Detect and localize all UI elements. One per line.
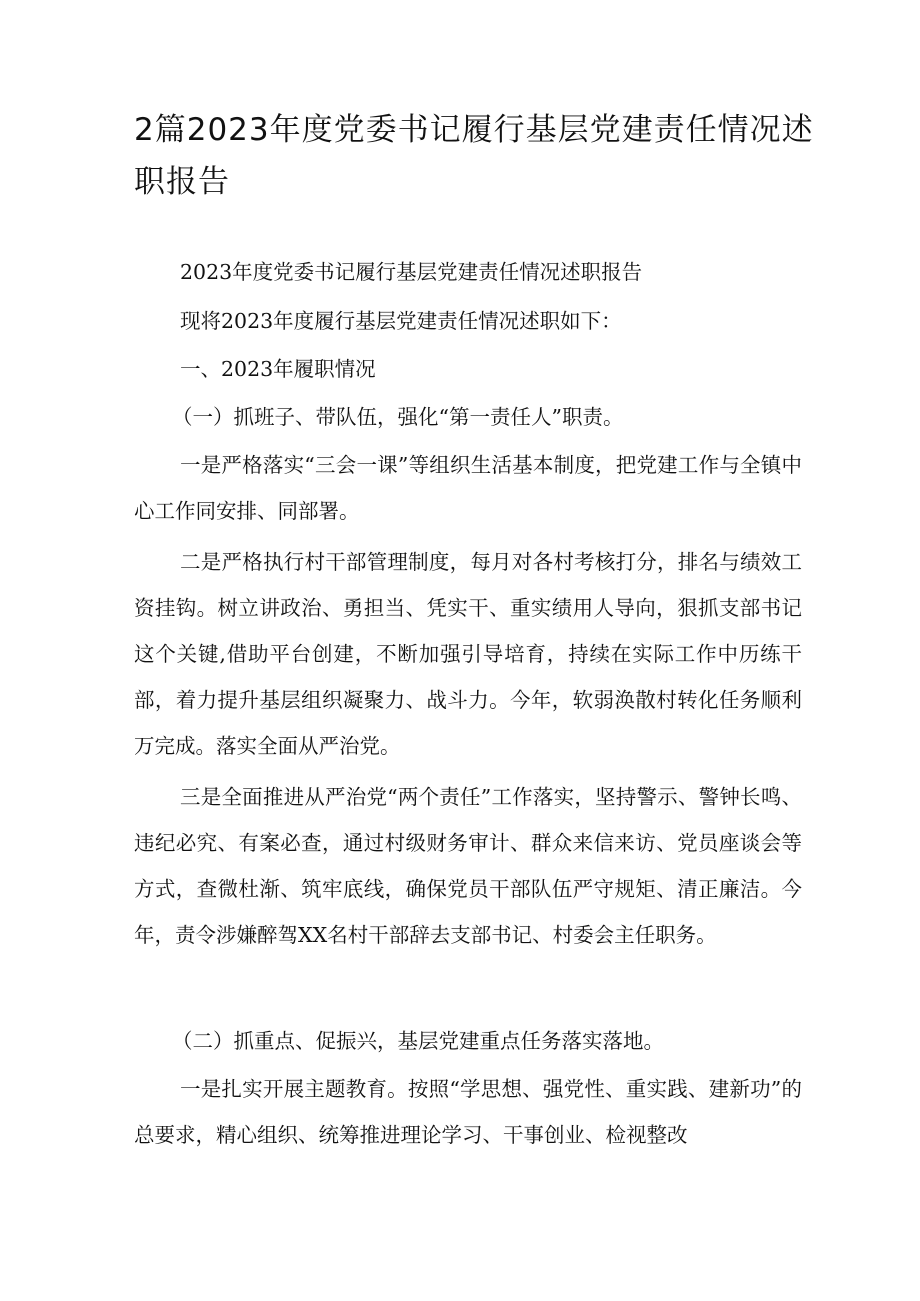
subsection-heading-2: （二）抓重点、促振兴，基层党建重点任务落实落地。 — [172, 1029, 664, 1053]
body-paragraph-1: 一是严格落实“三会一课”等组织生活基本制度，把党建工作与全镇中心工作同安排、同部署。 — [134, 453, 802, 523]
subsection-heading-1: （一）抓班子、带队伍，强化“第一责任人”职责。 — [172, 405, 624, 429]
body-paragraph-3: 三是全面推进从严治党“两个责任”工作落实，坚持警示、警钟长鸣、违纪必究、有案必查，通过村级财务审计、群众来信来访、党员座谈会等方式，查微杜渐、筑牢底线，确保党员干部队伍严守规矩、清正廉洁。今年，责令涉嫌醉驾XX名村干部辞去支部书记、村委会主任职务。 — [134, 785, 802, 947]
body-paragraph-2: 二是严格执行村干部管理制度，每月对各村考核打分，排名与绩效工资挂钩。树立讲政治、勇担当、凭实干、重实绩用人导向，狠抓支部书记这个关键,借助平台创建，不断加强引导培育，持续在实际工作中历练干部，着力提升基层组织凝聚力、战斗力。今年，软弱涣散村转化任务顺利万完成。落实全面从严治党。 — [134, 550, 802, 758]
document-title: 2篇2023年度党委书记履行基层党建责任情况述职报告 — [134, 112, 814, 200]
intro-paragraph: 现将2023年度履行基层党建责任情况述职如下： — [180, 309, 622, 333]
body-paragraph-4: 一是扎实开展主题教育。按照“学思想、强党性、重实践、建新功”的总要求，精心组织、统筹推进理论学习、干事创业、检视整改 — [134, 1077, 802, 1147]
section-heading-1: 一、2023年履职情况 — [180, 357, 376, 381]
report-heading: 2023年度党委书记履行基层党建责任情况述职报告 — [180, 260, 643, 284]
